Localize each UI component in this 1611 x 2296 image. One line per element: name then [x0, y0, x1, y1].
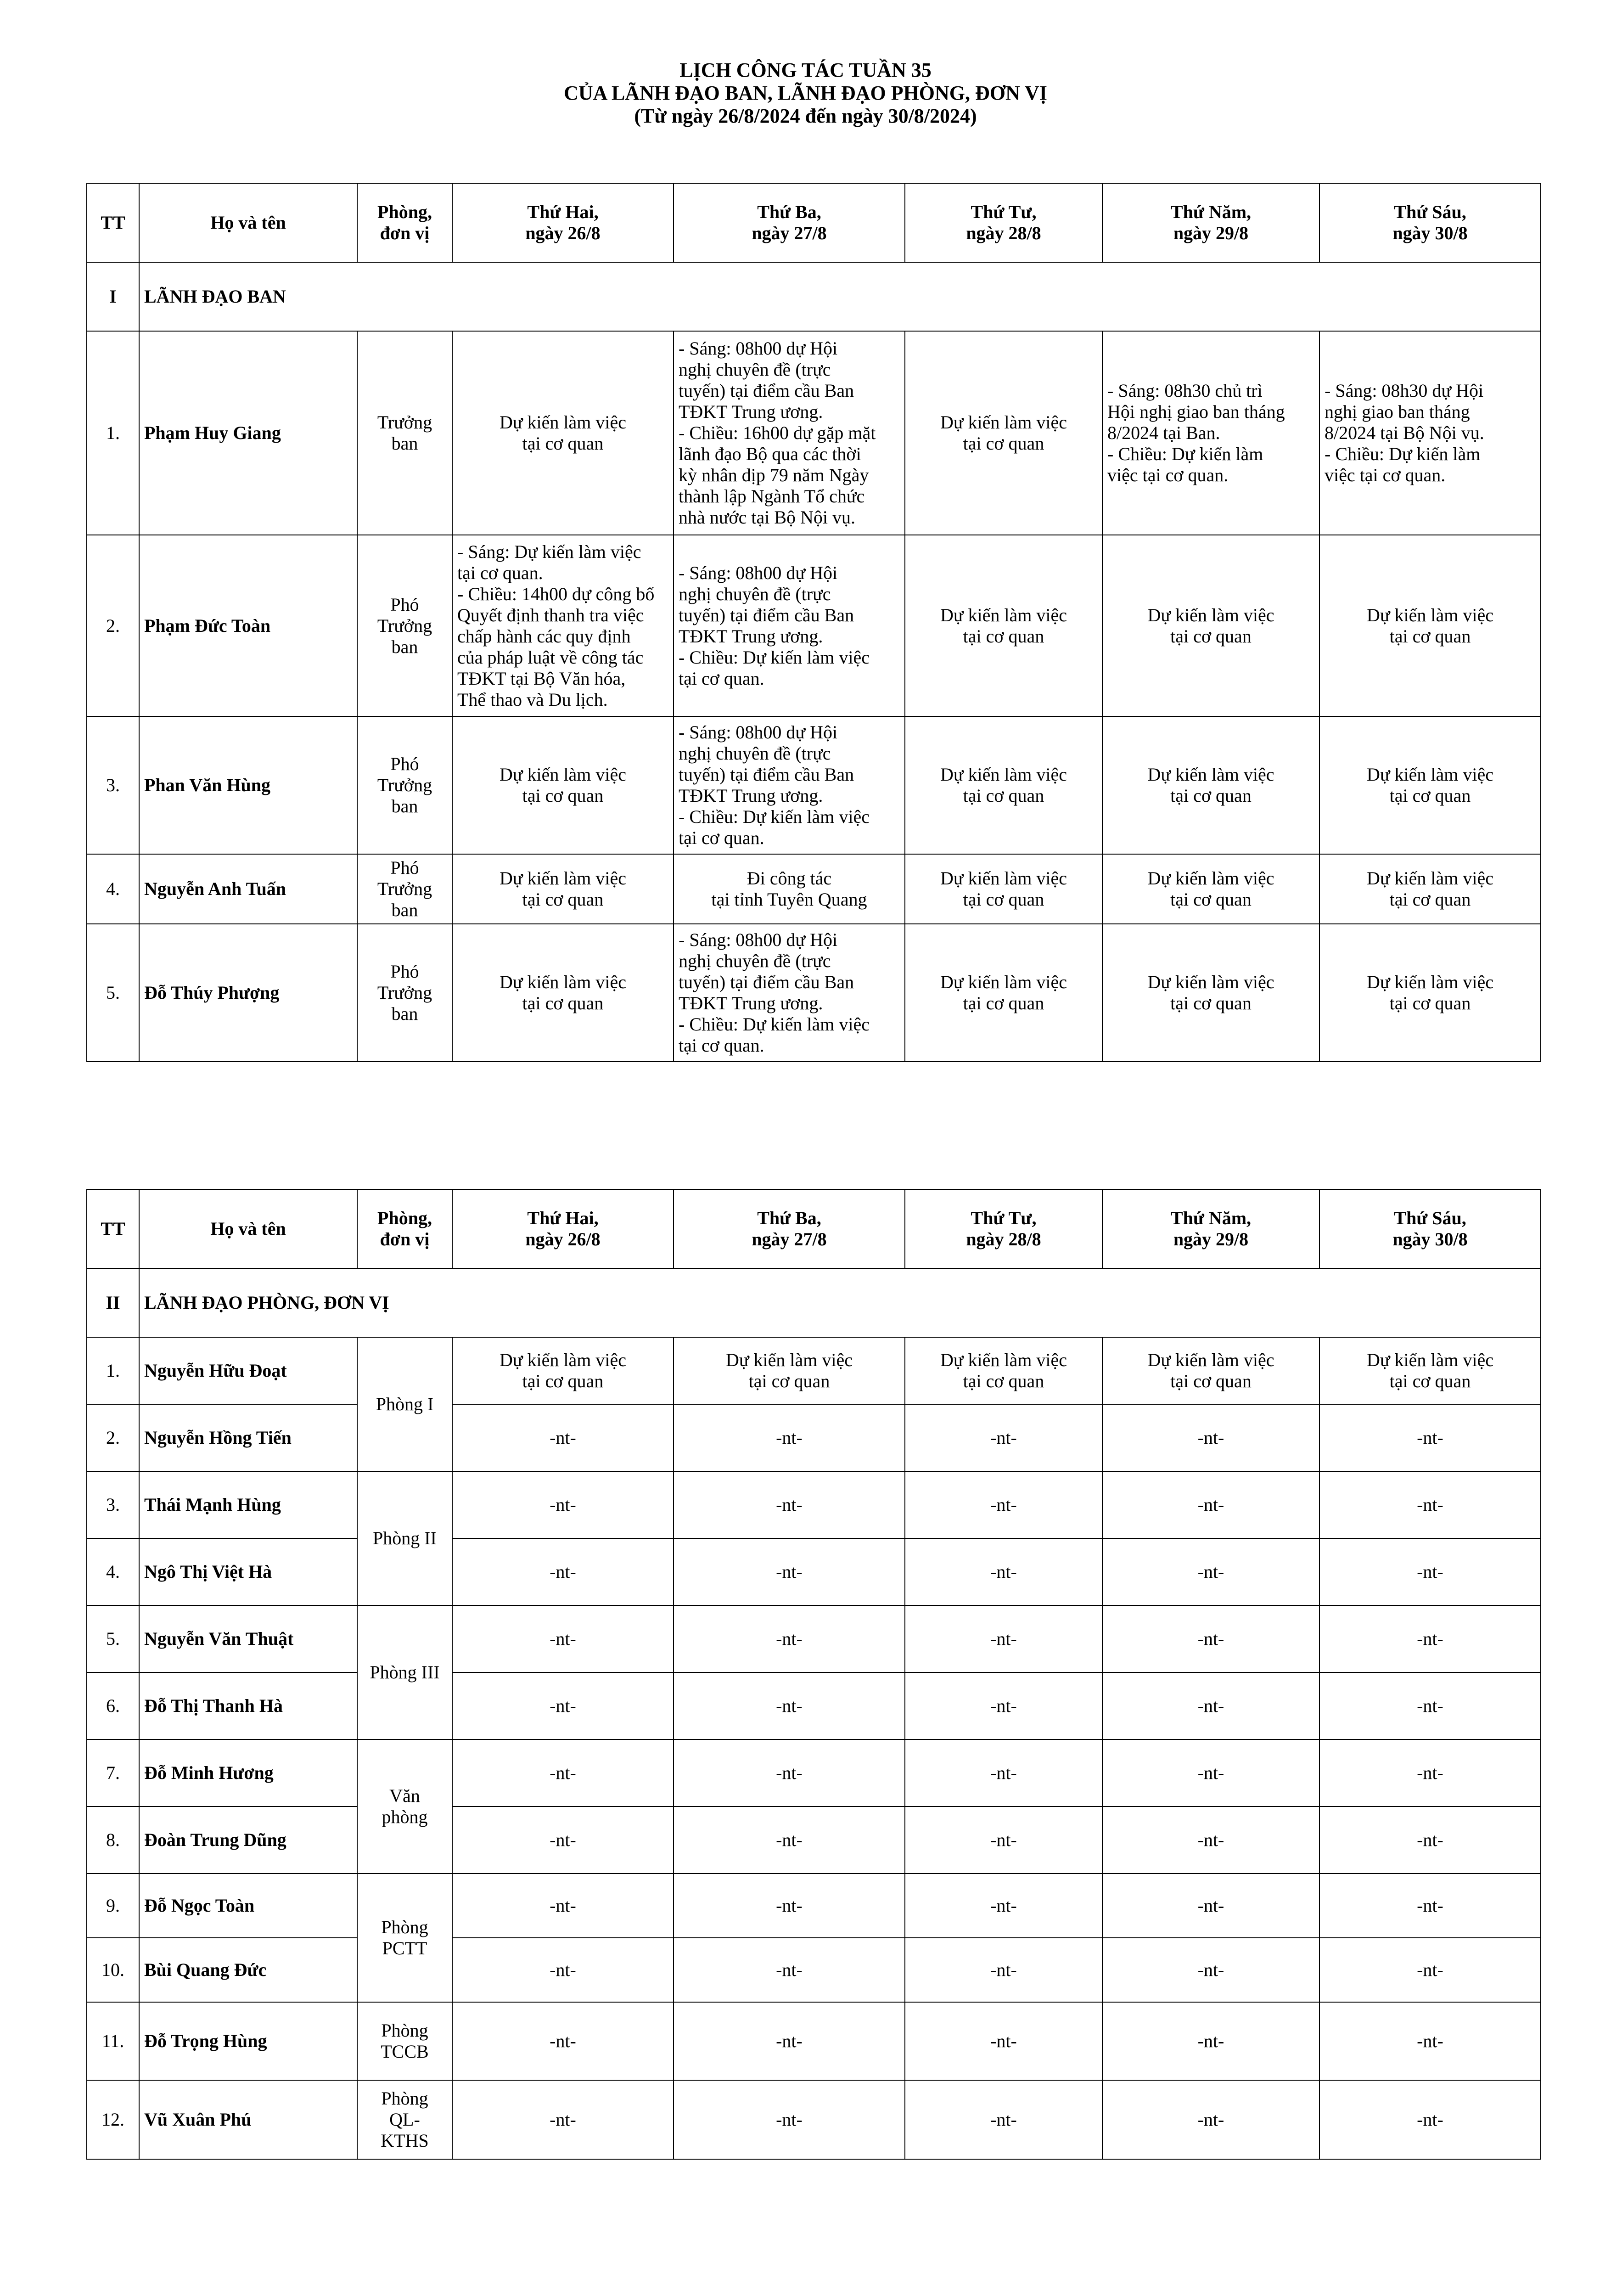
table-row — [87, 1938, 1541, 2002]
schedule-tue: -nt- — [674, 2080, 905, 2159]
row-number: 8. — [87, 1806, 139, 1874]
schedule-mon — [452, 535, 674, 716]
cell-line: Dự kiến làm việc — [499, 412, 627, 433]
row-number: 5. — [87, 924, 139, 1062]
cell-line: - Chiều: Dự kiến làm việc — [679, 806, 870, 827]
cell-line: Dự kiến làm việc — [1366, 604, 1494, 625]
header-thursday: Thứ Năm, ngày 29/8 — [1102, 183, 1319, 262]
row-number: 2. — [87, 535, 139, 716]
person-name: Đỗ Ngọc Toàn — [139, 1874, 357, 1938]
schedule-mon: -nt- — [452, 1471, 674, 1538]
schedule-tue — [674, 716, 905, 854]
person-name: Nguyễn Văn Thuật — [139, 1605, 357, 1672]
cell-line: tại cơ quan. — [679, 1035, 764, 1056]
schedule-wed — [905, 924, 1102, 1062]
cell-line: Dự kiến làm việc — [940, 764, 1067, 785]
schedule-thu: -nt- — [1102, 1806, 1319, 1874]
cell-line: Dự kiến làm việc — [1147, 604, 1274, 625]
department — [357, 2080, 452, 2159]
cell-line: TĐKT Trung ương. — [679, 993, 823, 1013]
person-name: Đỗ Thị Thanh Hà — [139, 1672, 357, 1739]
table-row — [87, 1672, 1541, 1739]
cell-line: tại cơ quan — [1170, 993, 1252, 1013]
schedule-mon: -nt- — [452, 1938, 674, 2002]
document-title — [0, 59, 1611, 128]
section-label: LÃNH ĐẠO BAN — [139, 262, 1541, 331]
row-number: 5. — [87, 1605, 139, 1672]
schedule-thu: -nt- — [1102, 1538, 1319, 1605]
person-name: Bùi Quang Đức — [139, 1938, 357, 2002]
cell-line: Thể thao và Du lịch. — [457, 689, 608, 710]
schedule-tue: -nt- — [674, 1739, 905, 1806]
cell-line: Dự kiến làm việc — [940, 604, 1067, 625]
schedule-mon — [452, 854, 674, 924]
row-number: 12. — [87, 2080, 139, 2159]
cell-line: tại cơ quan — [748, 1371, 830, 1391]
section-row — [87, 1268, 1541, 1337]
person-name: Nguyễn Anh Tuấn — [139, 854, 357, 924]
schedule-mon — [452, 1337, 674, 1404]
schedule-tue — [674, 331, 905, 535]
row-number: 9. — [87, 1874, 139, 1938]
schedule-thu — [1102, 716, 1319, 854]
schedule-mon: -nt- — [452, 1404, 674, 1471]
cell-line: việc tại cơ quan. — [1325, 465, 1446, 485]
schedule-thu — [1102, 924, 1319, 1062]
dept-line: Văn — [389, 1785, 420, 1806]
dept-line: QL- — [389, 2109, 420, 2130]
cell-line: tại cơ quan — [1389, 625, 1471, 647]
row-number: 3. — [87, 1471, 139, 1538]
cell-line: chấp hành các quy định — [457, 625, 631, 647]
cell-line: Dự kiến làm việc — [1366, 764, 1494, 785]
cell-line: tuyến) tại điểm cầu Ban — [679, 764, 854, 785]
schedule-mon: -nt- — [452, 1739, 674, 1806]
cell-line: tại cơ quan — [963, 785, 1044, 806]
cell-line: Dự kiến làm việc — [940, 1350, 1067, 1370]
schedule-tue: -nt- — [674, 1938, 905, 2002]
cell-line: tại cơ quan — [1389, 889, 1471, 910]
cell-line: TĐKT Trung ương. — [679, 785, 823, 806]
header-friday: Thứ Sáu, ngày 30/8 — [1319, 183, 1541, 262]
schedule-wed: -nt- — [905, 1672, 1102, 1739]
department — [357, 1471, 452, 1605]
table-row — [87, 1404, 1541, 1471]
schedule-thu: -nt- — [1102, 1874, 1319, 1938]
schedule-thu: -nt- — [1102, 2002, 1319, 2080]
schedule-mon: -nt- — [452, 1806, 674, 1874]
schedule-fri: -nt- — [1319, 1806, 1541, 1874]
cell-line: - Chiều: Dự kiến làm — [1325, 444, 1481, 464]
schedule-fri: -nt- — [1319, 1874, 1541, 1938]
schedule-tue — [674, 535, 905, 716]
dept-line: Trưởng — [377, 615, 432, 636]
schedule-thu: -nt- — [1102, 1605, 1319, 1672]
dept-line: Trưởng — [377, 878, 432, 899]
schedule-wed: -nt- — [905, 1538, 1102, 1605]
cell-line: của pháp luật về công tác — [457, 647, 644, 668]
schedule-thu: -nt- — [1102, 2080, 1319, 2159]
table-row — [87, 535, 1541, 716]
schedule-wed — [905, 716, 1102, 854]
schedule-wed: -nt- — [905, 1605, 1102, 1672]
dept-line: Trưởng — [377, 412, 432, 433]
schedule-wed: -nt- — [905, 1404, 1102, 1471]
dept-line: TCCB — [381, 2041, 429, 2062]
schedule-fri — [1319, 535, 1541, 716]
cell-line: Dự kiến làm việc — [940, 868, 1067, 889]
department — [357, 716, 452, 854]
schedule-fri: -nt- — [1319, 1672, 1541, 1739]
dept-line: ban — [391, 1003, 418, 1024]
row-number: 6. — [87, 1672, 139, 1739]
schedule-mon — [452, 331, 674, 535]
schedule-wed: -nt- — [905, 1806, 1102, 1874]
schedule-fri — [1319, 331, 1541, 535]
schedule-mon: -nt- — [452, 2080, 674, 2159]
cell-line: tại cơ quan — [1170, 785, 1252, 806]
section-number: II — [87, 1268, 139, 1337]
cell-line: Quyết định thanh tra việc — [457, 604, 644, 625]
schedule-thu: -nt- — [1102, 1404, 1319, 1471]
cell-line: Dự kiến làm việc — [1366, 1350, 1494, 1370]
cell-line: Dự kiến làm việc — [1147, 972, 1274, 992]
person-name: Phan Văn Hùng — [139, 716, 357, 854]
cell-line: tuyến) tại điểm cầu Ban — [679, 972, 854, 992]
cell-line: 8/2024 tại Bộ Nội vụ. — [1325, 422, 1484, 443]
table-row — [87, 1605, 1541, 1672]
department — [357, 1605, 452, 1739]
schedule-fri: -nt- — [1319, 1739, 1541, 1806]
cell-line: Dự kiến làm việc — [1147, 868, 1274, 889]
cell-line: tại cơ quan — [522, 785, 604, 806]
department — [357, 1739, 452, 1874]
dept-line: Phó — [390, 754, 419, 774]
cell-line: Dự kiến làm việc — [1147, 1350, 1274, 1370]
cell-line: kỳ nhân dịp 79 năm Ngày — [679, 465, 869, 485]
cell-line: - Sáng: 08h00 dự Hội — [679, 722, 838, 743]
dept-line: ban — [391, 433, 418, 454]
row-number: 2. — [87, 1404, 139, 1471]
schedule-mon: -nt- — [452, 1538, 674, 1605]
cell-line: Dự kiến làm việc — [1366, 972, 1494, 992]
table-row — [87, 1337, 1541, 1404]
schedule-mon: -nt- — [452, 1605, 674, 1672]
schedule-mon: -nt- — [452, 1874, 674, 1938]
cell-line: tại cơ quan — [522, 433, 604, 454]
dept-line: Trưởng — [377, 775, 432, 795]
department — [357, 2002, 452, 2080]
section-row — [87, 262, 1541, 331]
cell-line: tại cơ quan — [963, 993, 1044, 1013]
table-row — [87, 331, 1541, 535]
schedule-wed — [905, 331, 1102, 535]
schedule-tue: -nt- — [674, 1806, 905, 1874]
person-name: Đỗ Minh Hương — [139, 1739, 357, 1806]
schedule-fri — [1319, 716, 1541, 854]
title-line-1: LỊCH CÔNG TÁC TUẦN 35 — [679, 59, 932, 81]
person-name: Đỗ Trọng Hùng — [139, 2002, 357, 2080]
header-dept: Phòng, đơn vị — [357, 1189, 452, 1268]
table-header-row — [87, 183, 1541, 262]
table-row — [87, 1471, 1541, 1538]
cell-line: Đi công tác — [747, 868, 832, 889]
cell-line: Dự kiến làm việc — [1147, 764, 1274, 785]
cell-line: Dự kiến làm việc — [940, 412, 1067, 433]
department — [357, 331, 452, 535]
schedule-fri — [1319, 854, 1541, 924]
cell-line: tại cơ quan — [1389, 993, 1471, 1013]
person-name: Nguyễn Hồng Tiến — [139, 1404, 357, 1471]
person-name: Phạm Huy Giang — [139, 331, 357, 535]
cell-line: Dự kiến làm việc — [725, 1350, 853, 1370]
schedule-wed — [905, 1337, 1102, 1404]
cell-line: tại cơ quan — [1170, 625, 1252, 647]
schedule-tue: -nt- — [674, 1874, 905, 1938]
cell-line: TĐKT tại Bộ Văn hóa, — [457, 668, 626, 689]
cell-line: tại cơ quan — [1389, 785, 1471, 806]
cell-line: tại cơ quan — [963, 433, 1044, 454]
row-number: 11. — [87, 2002, 139, 2080]
person-name: Phạm Đức Toàn — [139, 535, 357, 716]
schedule-fri: -nt- — [1319, 1938, 1541, 2002]
schedule-tue: -nt- — [674, 1605, 905, 1672]
header-wednesday: Thứ Tư, ngày 28/8 — [905, 1189, 1102, 1268]
schedule-wed — [905, 854, 1102, 924]
schedule-thu — [1102, 854, 1319, 924]
cell-line: nghị chuyên đề (trực — [679, 359, 831, 380]
schedule-fri: -nt- — [1319, 1538, 1541, 1605]
cell-line: - Chiều: 14h00 dự công bố — [457, 583, 655, 604]
header-name: Họ và tên — [139, 183, 357, 262]
schedule-tue: -nt- — [674, 2002, 905, 2080]
cell-line: - Sáng: 08h30 dự Hội — [1325, 380, 1484, 401]
schedule-fri — [1319, 924, 1541, 1062]
schedule-tue: -nt- — [674, 1471, 905, 1538]
row-number: 4. — [87, 1538, 139, 1605]
schedule-fri: -nt- — [1319, 1605, 1541, 1672]
dept-line: Phòng — [381, 1917, 428, 1937]
table-row — [87, 1538, 1541, 1605]
cell-line: lãnh đạo Bộ qua các thời — [679, 444, 861, 464]
title-line-3: (Từ ngày 26/8/2024 đến ngày 30/8/2024) — [634, 105, 977, 127]
schedule-tue: -nt- — [674, 1538, 905, 1605]
schedule-wed: -nt- — [905, 2080, 1102, 2159]
schedule-mon — [452, 716, 674, 854]
schedule-fri: -nt- — [1319, 2080, 1541, 2159]
schedule-wed: -nt- — [905, 1874, 1102, 1938]
schedule-fri: -nt- — [1319, 2002, 1541, 2080]
dept-line: Phó — [390, 961, 419, 982]
cell-line: tại cơ quan — [1170, 889, 1252, 910]
cell-line: TĐKT Trung ương. — [679, 625, 823, 647]
cell-line: tại cơ quan — [1389, 1371, 1471, 1391]
cell-line: nghị giao ban tháng — [1325, 401, 1470, 422]
table-header-row — [87, 1189, 1541, 1268]
cell-line: - Sáng: 08h30 chủ trì — [1107, 380, 1263, 401]
person-name: Đỗ Thúy Phượng — [139, 924, 357, 1062]
person-name: Thái Mạnh Hùng — [139, 1471, 357, 1538]
table-row — [87, 2080, 1541, 2159]
cell-line: tại tỉnh Tuyên Quang — [711, 889, 867, 910]
schedule-thu: -nt- — [1102, 1739, 1319, 1806]
cell-line: tại cơ quan. — [457, 562, 543, 583]
schedule-tue — [674, 1337, 905, 1404]
schedule-table-leadership — [86, 183, 1541, 1062]
cell-line: tại cơ quan. — [679, 827, 764, 848]
header-tt: TT — [87, 183, 139, 262]
dept-line: Phòng — [381, 2088, 428, 2109]
cell-line: nghị chuyên đề (trực — [679, 951, 831, 971]
person-name: Ngô Thị Việt Hà — [139, 1538, 357, 1605]
dept-line: Phòng I — [376, 1394, 434, 1414]
department — [357, 535, 452, 716]
dept-line: ban — [391, 900, 418, 920]
dept-line: ban — [391, 796, 418, 816]
header-dept: Phòng, đơn vị — [357, 183, 452, 262]
dept-line: Phó — [390, 857, 419, 878]
cell-line: tuyến) tại điểm cầu Ban — [679, 604, 854, 625]
row-number: 4. — [87, 854, 139, 924]
dept-line: KTHS — [381, 2130, 429, 2151]
cell-line: Hội nghị giao ban tháng — [1107, 401, 1285, 422]
person-name: Nguyễn Hữu Đoạt — [139, 1337, 357, 1404]
table-row — [87, 2002, 1541, 2080]
header-tuesday: Thứ Ba, ngày 27/8 — [674, 183, 905, 262]
cell-line: nghị chuyên đề (trực — [679, 583, 831, 604]
cell-line: Dự kiến làm việc — [940, 972, 1067, 992]
cell-line: - Chiều: Dự kiến làm việc — [679, 647, 870, 668]
dept-line: Phòng III — [370, 1662, 440, 1683]
header-friday: Thứ Sáu, ngày 30/8 — [1319, 1189, 1541, 1268]
header-thursday: Thứ Năm, ngày 29/8 — [1102, 1189, 1319, 1268]
dept-line: PCTT — [382, 1938, 427, 1958]
dept-line: Phó — [390, 594, 419, 615]
cell-line: nhà nước tại Bộ Nội vụ. — [679, 507, 855, 528]
cell-line: Dự kiến làm việc — [499, 868, 627, 889]
schedule-thu: -nt- — [1102, 1938, 1319, 2002]
header-wednesday: Thứ Tư, ngày 28/8 — [905, 183, 1102, 262]
cell-line: 8/2024 tại Ban. — [1107, 422, 1220, 443]
cell-line: TĐKT Trung ương. — [679, 401, 823, 422]
cell-line: tại cơ quan — [963, 625, 1044, 647]
cell-line: - Sáng: 08h00 dự Hội — [679, 562, 838, 583]
table-row — [87, 1874, 1541, 1938]
row-number: 10. — [87, 1938, 139, 2002]
table-row — [87, 854, 1541, 924]
header-tt: TT — [87, 1189, 139, 1268]
row-number: 1. — [87, 1337, 139, 1404]
cell-line: tại cơ quan — [522, 993, 604, 1013]
department — [357, 1874, 452, 2002]
schedule-tue — [674, 924, 905, 1062]
cell-line: tại cơ quan — [522, 1371, 604, 1391]
header-tuesday: Thứ Ba, ngày 27/8 — [674, 1189, 905, 1268]
title-line-2: CỦA LÃNH ĐẠO BAN, LÃNH ĐẠO PHÒNG, ĐƠN VỊ — [564, 82, 1047, 104]
cell-line: tại cơ quan. — [679, 668, 764, 689]
person-name: Vũ Xuân Phú — [139, 2080, 357, 2159]
cell-line: - Chiều: Dự kiến làm — [1107, 444, 1263, 464]
cell-line: tuyến) tại điểm cầu Ban — [679, 380, 854, 401]
header-monday: Thứ Hai, ngày 26/8 — [452, 1189, 674, 1268]
dept-line: Trưởng — [377, 982, 432, 1003]
cell-line: - Chiều: Dự kiến làm việc — [679, 1014, 870, 1035]
cell-line: tại cơ quan — [963, 889, 1044, 910]
schedule-thu — [1102, 1337, 1319, 1404]
cell-line: tại cơ quan — [1170, 1371, 1252, 1391]
person-name: Đoàn Trung Dũng — [139, 1806, 357, 1874]
schedule-tue — [674, 854, 905, 924]
department — [357, 1337, 452, 1471]
cell-line: - Chiều: 16h00 dự gặp mặt — [679, 422, 876, 443]
schedule-tue: -nt- — [674, 1672, 905, 1739]
department — [357, 854, 452, 924]
dept-line: Phòng — [381, 2020, 428, 2041]
section-number: I — [87, 262, 139, 331]
dept-line: phòng — [382, 1806, 428, 1827]
schedule-mon: -nt- — [452, 1672, 674, 1739]
cell-line: Dự kiến làm việc — [499, 972, 627, 992]
schedule-thu — [1102, 331, 1319, 535]
schedule-wed: -nt- — [905, 1938, 1102, 2002]
cell-line: - Sáng: Dự kiến làm việc — [457, 541, 641, 562]
cell-line: Dự kiến làm việc — [499, 764, 627, 785]
schedule-wed: -nt- — [905, 2002, 1102, 2080]
cell-line: Dự kiến làm việc — [499, 1350, 627, 1370]
schedule-wed: -nt- — [905, 1471, 1102, 1538]
schedule-thu: -nt- — [1102, 1471, 1319, 1538]
dept-line: Phòng II — [373, 1528, 437, 1548]
section-label: LÃNH ĐẠO PHÒNG, ĐƠN VỊ — [139, 1268, 1541, 1337]
table-row — [87, 1806, 1541, 1874]
schedule-wed — [905, 535, 1102, 716]
cell-line: tại cơ quan — [522, 889, 604, 910]
row-number: 7. — [87, 1739, 139, 1806]
schedule-thu — [1102, 535, 1319, 716]
header-name: Họ và tên — [139, 1189, 357, 1268]
schedule-wed: -nt- — [905, 1739, 1102, 1806]
department — [357, 924, 452, 1062]
schedule-table-departments — [86, 1189, 1541, 2160]
schedule-thu: -nt- — [1102, 1672, 1319, 1739]
header-monday: Thứ Hai, ngày 26/8 — [452, 183, 674, 262]
table-row — [87, 716, 1541, 854]
table-row — [87, 1739, 1541, 1806]
cell-line: Dự kiến làm việc — [1366, 868, 1494, 889]
cell-line: - Sáng: 08h00 dự Hội — [679, 929, 838, 950]
schedule-mon: -nt- — [452, 2002, 674, 2080]
row-number: 3. — [87, 716, 139, 854]
cell-line: tại cơ quan — [963, 1371, 1044, 1391]
row-number: 1. — [87, 331, 139, 535]
cell-line: - Sáng: 08h00 dự Hội — [679, 338, 838, 359]
cell-line: thành lập Ngành Tổ chức — [679, 486, 865, 506]
schedule-fri: -nt- — [1319, 1404, 1541, 1471]
schedule-tue: -nt- — [674, 1404, 905, 1471]
cell-line: việc tại cơ quan. — [1107, 465, 1229, 485]
cell-line: nghị chuyên đề (trực — [679, 743, 831, 764]
schedule-fri — [1319, 1337, 1541, 1404]
schedule-mon — [452, 924, 674, 1062]
schedule-fri: -nt- — [1319, 1471, 1541, 1538]
dept-line: ban — [391, 636, 418, 657]
table-row — [87, 924, 1541, 1062]
